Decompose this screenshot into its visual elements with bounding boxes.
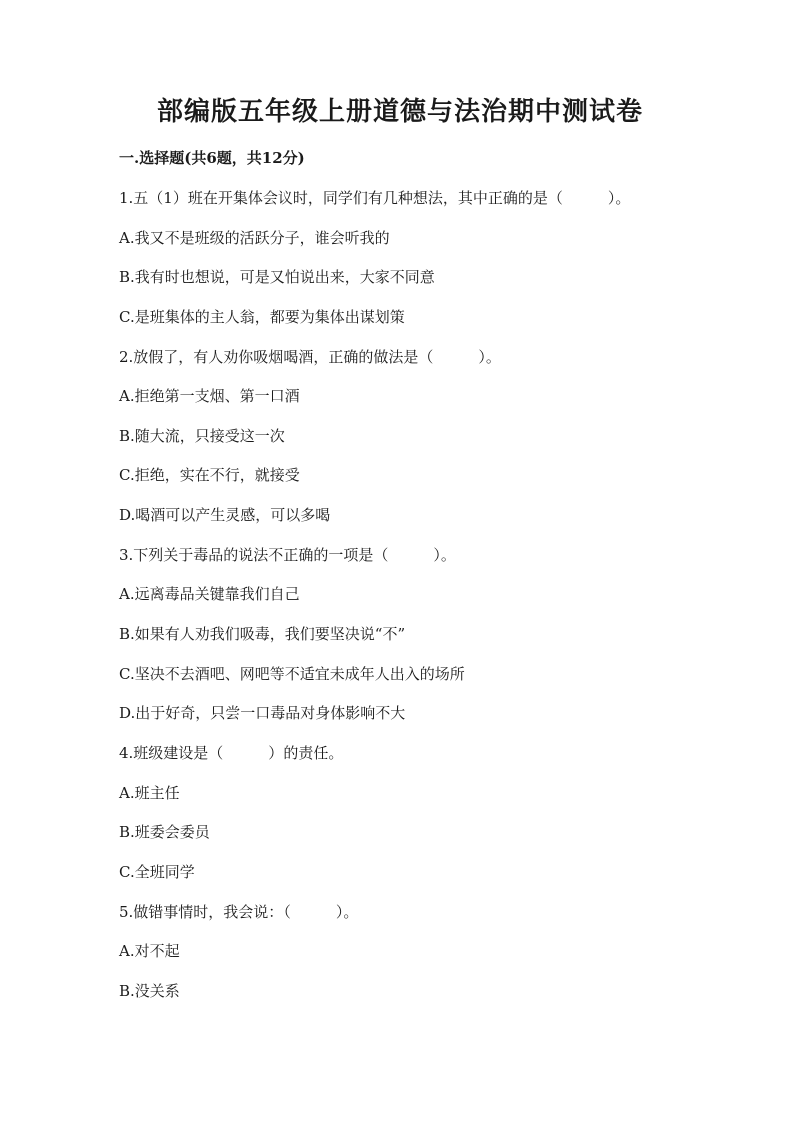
question-5-option-a: A.对不起 <box>119 942 180 960</box>
question-1-stem: 1.五（1）班在开集体会议时，同学们有几种想法，其中正确的是（ ）。 <box>119 189 631 207</box>
question-2-stem: 2.放假了，有人劝你吸烟喝酒，正确的做法是（ ）。 <box>119 348 501 366</box>
question-1-option-b: B.我有时也想说，可是又怕说出来，大家不同意 <box>119 268 435 286</box>
question-1-option-a: A.我又不是班级的活跃分子，谁会听我的 <box>119 229 390 247</box>
question-2-option-b: B.随大流，只接受这一次 <box>119 427 285 445</box>
question-3-stem: 3.下列关于毒品的说法不正确的一项是（ ）。 <box>119 546 456 564</box>
question-4-option-c: C.全班同学 <box>119 863 195 881</box>
question-2-option-c: C.拒绝，实在不行，就接受 <box>119 466 300 484</box>
question-2-option-a: A.拒绝第一支烟、第一口酒 <box>119 387 300 405</box>
question-2-option-d: D.喝酒可以产生灵感，可以多喝 <box>119 506 331 524</box>
question-5-option-b: B.没关系 <box>119 982 180 1000</box>
question-3-option-b: B.如果有人劝我们吸毒，我们要坚决说“不” <box>119 625 406 643</box>
question-3-option-c: C.坚决不去酒吧、网吧等不适宜未成年人出入的场所 <box>119 665 465 683</box>
question-1-option-c: C.是班集体的主人翁，都要为集体出谋划策 <box>119 308 405 326</box>
page-title: 部编版五年级上册道德与法治期中测试卷 <box>156 97 643 127</box>
section-heading: 一.选择题(共6题，共12分) <box>119 149 305 167</box>
question-4-option-b: B.班委会委员 <box>119 823 210 841</box>
question-4-option-a: A.班主任 <box>119 784 180 802</box>
question-5-stem: 5.做错事情时，我会说：（ ）。 <box>119 903 359 921</box>
question-4-stem: 4.班级建设是（ ）的责任。 <box>119 744 344 762</box>
question-3-option-a: A.远离毒品关键靠我们自己 <box>119 585 300 603</box>
question-3-option-d: D.出于好奇，只尝一口毒品对身体影响不大 <box>119 704 406 722</box>
